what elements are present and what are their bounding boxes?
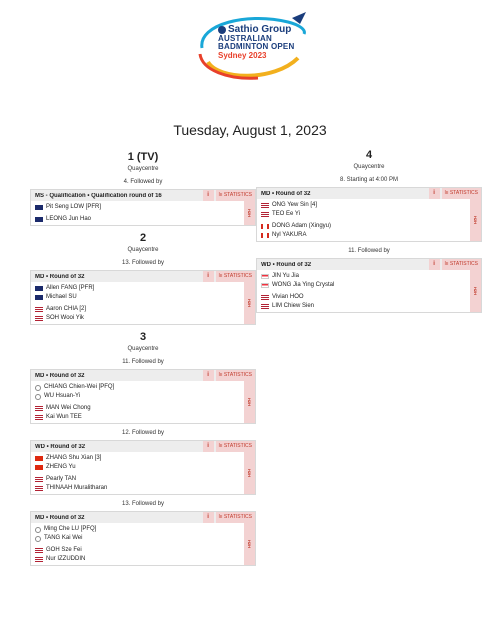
match-players xyxy=(31,452,244,494)
player-name: DONG Adam (Xingyu) xyxy=(272,223,332,229)
player-row[interactable] xyxy=(35,215,244,224)
player-row[interactable] xyxy=(261,293,470,302)
statistics-icon: lıı xyxy=(218,443,224,449)
h2h-button[interactable]: H2H xyxy=(470,270,481,312)
player-row[interactable] xyxy=(35,203,244,212)
player-name: Pearly TAN xyxy=(46,476,77,482)
info-button[interactable]: i xyxy=(203,512,214,523)
flag-us-icon xyxy=(35,415,43,420)
player-row[interactable] xyxy=(261,272,470,281)
match-header xyxy=(257,188,481,199)
h2h-button[interactable]: H2H xyxy=(244,201,255,225)
logo-line3: Sydney 2023 xyxy=(218,51,267,60)
match-order: 12. Followed by xyxy=(121,430,165,436)
match-players xyxy=(257,199,470,241)
logo-line1: AUSTRALIAN xyxy=(218,34,272,43)
statistics-icon: lıı xyxy=(218,192,224,198)
flag-ca-icon xyxy=(261,224,269,229)
player-name: JIN Yu Jia xyxy=(272,273,299,279)
match-title: MD • Round of 32 xyxy=(35,273,85,280)
player-row[interactable] xyxy=(35,392,244,401)
court-venue: Quaycentre xyxy=(353,164,385,170)
match-title: WD • Round of 32 xyxy=(261,261,312,268)
player-row[interactable] xyxy=(35,314,244,323)
player-name: Pit Seng LOW [PFR] xyxy=(46,204,102,210)
court-header xyxy=(30,150,256,174)
statistics-button[interactable] xyxy=(442,188,481,199)
match-card[interactable] xyxy=(30,511,256,566)
match-header xyxy=(257,259,481,270)
player-row[interactable] xyxy=(261,210,470,219)
match-header xyxy=(31,190,255,201)
player-row[interactable] xyxy=(35,383,244,392)
flag-sg-icon xyxy=(261,283,269,288)
info-button[interactable]: i xyxy=(203,271,214,282)
info-button[interactable]: i xyxy=(203,441,214,452)
match-body xyxy=(31,452,255,494)
flag-us-icon xyxy=(35,548,43,553)
h2h-button[interactable]: H2H xyxy=(244,452,255,494)
flag-us-icon xyxy=(261,295,269,300)
statistics-label: STATISTICS xyxy=(223,514,252,520)
flag-us-icon xyxy=(35,486,43,491)
flag-us-icon xyxy=(35,316,43,321)
player-name: GOH Sze Fei xyxy=(46,547,82,553)
player-row[interactable] xyxy=(35,305,244,314)
h2h-button[interactable]: H2H xyxy=(244,523,255,565)
player-name: Michael SU xyxy=(46,294,77,300)
player-name: Ming Che LU [PFQ] xyxy=(44,526,97,532)
court-1 xyxy=(30,150,256,226)
statistics-label: STATISTICS xyxy=(223,372,252,378)
court-venue: Quaycentre xyxy=(127,247,159,253)
info-button[interactable]: i xyxy=(429,259,440,270)
player-name: CHIANG Chien-Wei [PFQ] xyxy=(44,384,115,390)
match-players xyxy=(257,270,470,312)
player-row[interactable] xyxy=(35,475,244,484)
player-name: ZHANG Shu Xian [3] xyxy=(46,455,102,461)
match-card[interactable] xyxy=(30,369,256,424)
h2h-button[interactable]: H2H xyxy=(244,282,255,324)
player-row[interactable] xyxy=(35,546,244,555)
player-row[interactable] xyxy=(261,222,470,231)
player-row[interactable] xyxy=(35,534,244,543)
player-row[interactable] xyxy=(35,555,244,564)
player-name: WU Hsuan-Yi xyxy=(44,393,81,399)
flag-cn-icon xyxy=(35,465,43,470)
flag-us-icon xyxy=(261,212,269,217)
match-order: 8. Starting at 4:00 PM xyxy=(339,177,399,183)
flag-us-icon xyxy=(261,203,269,208)
schedule-date: Tuesday, August 1, 2023 xyxy=(173,122,327,138)
court-name: 3 xyxy=(139,331,147,343)
info-button[interactable]: i xyxy=(203,190,214,201)
right-column xyxy=(256,148,482,318)
player-name: LEONG Jun Hao xyxy=(46,216,92,222)
flag-tpe-icon xyxy=(35,527,41,533)
flag-tpe-icon xyxy=(35,394,41,400)
flag-tpe-icon xyxy=(35,385,41,391)
match-title: MD • Round of 32 xyxy=(35,514,85,521)
flag-au-icon xyxy=(35,205,43,210)
player-name: WONG Jia Ying Crystal xyxy=(272,282,335,288)
h2h-button[interactable]: H2H xyxy=(244,381,255,423)
statistics-icon: lıı xyxy=(218,273,224,279)
match-order: 11. Followed by xyxy=(348,248,390,254)
flag-us-icon xyxy=(261,304,269,309)
logo-brand: Sathio Group xyxy=(228,24,292,35)
match-header xyxy=(31,370,255,381)
match-players xyxy=(31,282,244,324)
statistics-icon: lıı xyxy=(444,190,450,196)
flag-ca-icon xyxy=(261,233,269,238)
player-row[interactable] xyxy=(261,201,470,210)
court-venue: Quaycentre xyxy=(127,346,159,352)
player-row[interactable] xyxy=(35,525,244,534)
info-button[interactable]: i xyxy=(203,370,214,381)
flag-au-icon xyxy=(35,295,43,300)
player-name: ONG Yew Sin [4] xyxy=(272,202,318,208)
flag-sg-icon xyxy=(261,274,269,279)
statistics-label: STATISTICS xyxy=(223,273,252,279)
match-order: 11. Followed by xyxy=(122,359,164,365)
statistics-label: STATISTICS xyxy=(223,443,252,449)
player-row[interactable] xyxy=(35,293,244,302)
court-2 xyxy=(30,231,256,325)
player-name: MAN Wei Chong xyxy=(46,405,91,411)
statistics-label: STATISTICS xyxy=(223,192,252,198)
court-name: 2 xyxy=(139,232,147,244)
player-name: Kai Wun TEE xyxy=(46,414,82,420)
left-column xyxy=(30,150,256,571)
statistics-label: STATISTICS xyxy=(449,261,478,267)
statistics-button[interactable] xyxy=(216,512,255,523)
match-card[interactable] xyxy=(30,270,256,325)
player-row[interactable] xyxy=(35,454,244,463)
statistics-button[interactable] xyxy=(216,271,255,282)
match-header xyxy=(31,441,255,452)
statistics-button[interactable] xyxy=(216,441,255,452)
match-card[interactable] xyxy=(256,258,482,313)
match-body xyxy=(31,201,255,225)
player-name: LIM Chiew Sien xyxy=(272,303,315,309)
flag-au-icon xyxy=(35,286,43,291)
court-header xyxy=(256,148,482,172)
court-4 xyxy=(256,148,482,313)
player-row[interactable] xyxy=(35,404,244,413)
logo-line2: BADMINTON OPEN xyxy=(218,42,295,51)
player-name: Allen FANG [PFR] xyxy=(46,285,95,291)
player-row[interactable] xyxy=(261,302,470,311)
court-name: 1 (TV) xyxy=(127,151,159,163)
player-name: TANG Kai Wei xyxy=(44,535,83,541)
player-name: Nyl YAKURA xyxy=(272,232,307,238)
player-name: Vivian HOO xyxy=(272,294,304,300)
statistics-icon: lıı xyxy=(218,514,224,520)
player-row[interactable] xyxy=(35,463,244,472)
player-row[interactable] xyxy=(35,484,244,493)
player-name: ZHENG Yu xyxy=(46,464,76,470)
statistics-icon: lıı xyxy=(218,372,224,378)
flag-us-icon xyxy=(35,307,43,312)
statistics-label: STATISTICS xyxy=(449,190,478,196)
match-header xyxy=(31,271,255,282)
court-header xyxy=(30,231,256,255)
player-name: TEO Ee Yi xyxy=(272,211,301,217)
court-header xyxy=(30,330,256,354)
match-card[interactable] xyxy=(30,440,256,495)
match-players xyxy=(31,381,244,423)
tournament-logo xyxy=(188,8,310,88)
player-name: Aaron CHIA [2] xyxy=(46,306,87,312)
match-order: 4. Followed by xyxy=(123,179,163,185)
player-name: Nur IZZUDDIN xyxy=(46,556,86,562)
player-row[interactable] xyxy=(35,413,244,422)
court-3 xyxy=(30,330,256,566)
flag-us-icon xyxy=(35,557,43,562)
match-body xyxy=(31,381,255,423)
match-body xyxy=(31,523,255,565)
flag-tpe-icon xyxy=(35,536,41,542)
statistics-button[interactable] xyxy=(442,259,481,270)
court-venue: Quaycentre xyxy=(127,166,159,172)
match-card[interactable] xyxy=(30,189,256,226)
match-players xyxy=(31,523,244,565)
player-name: THINAAH Muralitharan xyxy=(46,485,108,491)
match-title: MD • Round of 32 xyxy=(261,190,311,197)
match-body xyxy=(257,270,481,312)
match-order: 13. Followed by xyxy=(121,260,165,266)
player-row[interactable] xyxy=(261,281,470,290)
statistics-button[interactable] xyxy=(216,190,255,201)
match-title: MD • Round of 32 xyxy=(35,372,85,379)
statistics-button[interactable] xyxy=(216,370,255,381)
match-title: WD • Round of 32 xyxy=(35,443,86,450)
match-body xyxy=(257,199,481,241)
info-button[interactable]: i xyxy=(429,188,440,199)
match-card[interactable] xyxy=(256,187,482,242)
match-order: 13. Followed by xyxy=(121,501,165,507)
flag-cn-icon xyxy=(35,456,43,461)
flag-au-icon xyxy=(35,217,43,222)
match-body xyxy=(31,282,255,324)
match-players xyxy=(31,201,244,225)
player-row[interactable] xyxy=(261,231,470,240)
flag-us-icon xyxy=(35,477,43,482)
flag-us-icon xyxy=(35,406,43,411)
statistics-icon: lıı xyxy=(444,261,450,267)
brand-mark-icon xyxy=(218,26,226,34)
h2h-button[interactable]: H2H xyxy=(470,199,481,241)
match-title: MS - Qualification • Qualification round of 16 xyxy=(35,192,162,199)
player-row[interactable] xyxy=(35,284,244,293)
match-header xyxy=(31,512,255,523)
court-name: 4 xyxy=(365,149,373,161)
player-name: SOH Wooi Yik xyxy=(46,315,84,321)
